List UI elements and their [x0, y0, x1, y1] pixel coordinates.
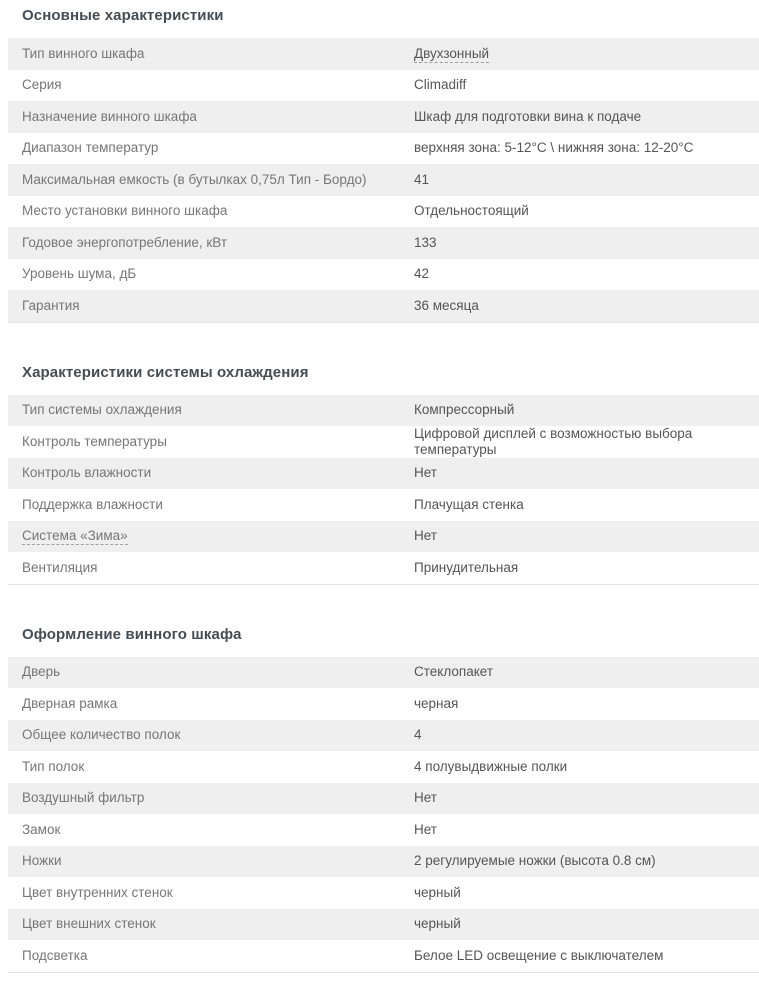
spec-row — [8, 720, 759, 752]
spec-row — [8, 133, 759, 165]
spec-label-text: Подсветка — [22, 947, 88, 963]
spec-value — [414, 77, 759, 93]
spec-label — [8, 203, 414, 219]
spec-value — [414, 853, 759, 869]
tooltip-link[interactable]: Двухзонный — [414, 45, 490, 61]
spec-value — [414, 822, 759, 838]
spec-label-text: Тип системы охлаждения — [22, 402, 182, 418]
spec-value-text: черный — [414, 916, 461, 932]
spec-value — [414, 402, 759, 418]
spec-row — [8, 101, 759, 133]
spec-value-text: черная — [414, 695, 459, 711]
spec-value-text: 2 регулируемые ножки (высота 0.8 см) — [414, 853, 656, 869]
spec-label-text: Гарантия — [22, 297, 80, 313]
spec-label — [8, 298, 414, 314]
spec-label-text: Цвет внутренних стенок — [22, 884, 173, 900]
spec-value — [414, 664, 759, 680]
spec-value — [414, 759, 759, 775]
spec-label-text: Максимальная емкость (в бутылках 0,75л Тип - Бордо) — [22, 171, 367, 187]
spec-label-text: Годовое энергопотребление, кВт — [22, 234, 228, 250]
spec-label — [8, 528, 414, 544]
spec-label-text: Тип полок — [22, 758, 85, 774]
spec-label-text: Назначение винного шкафа — [22, 108, 197, 124]
spec-value-text: Нет — [414, 790, 437, 806]
spec-row — [8, 395, 759, 427]
spec-table — [8, 38, 759, 323]
spec-value — [414, 497, 759, 513]
spec-table — [8, 395, 759, 585]
spec-value-text: Цифровой дисплей с возможностью выбора температуры — [414, 425, 693, 457]
spec-value — [414, 298, 759, 314]
spec-row — [8, 552, 759, 584]
spec-label-text: Цвет внешних стенок — [22, 916, 156, 932]
section-title: Оформление винного шкафа — [22, 625, 242, 643]
spec-label — [8, 140, 414, 156]
spec-label — [8, 853, 414, 869]
spec-label-text: Общее количество полок — [22, 727, 181, 743]
spec-value — [414, 696, 759, 712]
spec-row — [8, 688, 759, 720]
spec-row — [8, 458, 759, 490]
spec-value-text: Стеклопакет — [414, 664, 494, 680]
spec-value — [414, 465, 759, 481]
spec-label-text: Замок — [22, 821, 61, 837]
spec-value-text: верхняя зона: 5-12°C \ нижняя зона: 12-20°C — [414, 140, 694, 156]
spec-value — [414, 916, 759, 932]
spec-row — [8, 196, 759, 228]
spec-row — [8, 164, 759, 196]
spec-value-text: черный — [414, 884, 461, 900]
spec-label — [8, 885, 414, 901]
spec-label — [8, 46, 414, 62]
spec-row — [8, 751, 759, 783]
spec-value — [414, 948, 759, 964]
spec-value — [414, 528, 759, 544]
spec-label — [8, 664, 414, 680]
spec-row — [8, 259, 759, 291]
spec-label-text: Серия — [22, 77, 62, 93]
spec-label — [8, 77, 414, 93]
spec-label — [8, 790, 414, 806]
spec-label — [8, 560, 414, 576]
spec-value-text: 41 — [414, 171, 430, 187]
spec-row — [8, 70, 759, 102]
spec-row — [8, 846, 759, 878]
spec-row — [8, 227, 759, 259]
spec-value — [414, 172, 759, 188]
spec-label — [8, 948, 414, 964]
spec-value — [414, 140, 759, 156]
spec-label — [8, 402, 414, 418]
spec-table — [8, 657, 759, 973]
spec-row — [8, 426, 759, 458]
spec-row — [8, 814, 759, 846]
spec-value — [414, 560, 759, 576]
spec-row — [8, 290, 759, 322]
spec-label-text: Место установки винного шкафа — [22, 203, 228, 219]
tooltip-link[interactable]: Система «Зима» — [22, 528, 128, 544]
spec-label — [8, 497, 414, 513]
spec-row — [8, 940, 759, 972]
spec-value-text: Нет — [414, 465, 437, 481]
spec-label-text: Контроль влажности — [22, 465, 152, 481]
spec-row — [8, 877, 759, 909]
spec-value-text: 42 — [414, 266, 430, 282]
spec-value-text: Принудительная — [414, 559, 519, 575]
spec-value — [414, 426, 759, 458]
spec-label-text: Дверь — [22, 664, 61, 680]
spec-label — [8, 109, 414, 125]
section-main-characteristics — [0, 6, 759, 323]
spec-value — [414, 46, 759, 62]
spec-value-text: 4 — [414, 727, 422, 743]
spec-value-text: Компрессорный — [414, 402, 515, 418]
spec-value — [414, 790, 759, 806]
spec-label-text: Диапазон температур — [22, 140, 159, 156]
spec-value-text: Плачущая стенка — [414, 496, 524, 512]
spec-label — [8, 434, 414, 450]
spec-value — [414, 266, 759, 282]
spec-value — [414, 885, 759, 901]
spec-label-text: Вентиляция — [22, 559, 98, 575]
spec-label — [8, 266, 414, 282]
spec-value — [414, 203, 759, 219]
section-title: Основные характеристики — [22, 7, 224, 24]
spec-row — [8, 783, 759, 815]
spec-label-text: Тип винного шкафа — [22, 45, 145, 61]
spec-value — [414, 235, 759, 251]
spec-value-text: 36 месяца — [414, 297, 479, 313]
spec-value-text: 4 полувыдвижные полки — [414, 758, 568, 774]
spec-label-text: Воздушный фильтр — [22, 790, 145, 806]
spec-value-text: Нет — [414, 528, 437, 544]
spec-label-text: Контроль температуры — [22, 433, 167, 449]
spec-row — [8, 489, 759, 521]
spec-value — [414, 727, 759, 743]
spec-label — [8, 465, 414, 481]
spec-label — [8, 696, 414, 712]
spec-value-text: Climadiff — [414, 77, 467, 93]
spec-value-text: 133 — [414, 234, 437, 250]
section-title: Характеристики системы охлаждения — [22, 363, 309, 381]
section-cabinet-design — [0, 625, 759, 973]
spec-label-text: Поддержка влажности — [22, 496, 163, 512]
spec-label — [8, 172, 414, 188]
spec-row — [8, 909, 759, 941]
spec-value-text: Отдельностоящий — [414, 203, 529, 219]
spec-label — [8, 916, 414, 932]
spec-row — [8, 38, 759, 70]
spec-value-text: Нет — [414, 821, 437, 837]
spec-value-text: Шкаф для подготовки вина к подаче — [414, 108, 642, 124]
spec-value — [414, 109, 759, 125]
spec-value-text: Белое LED освещение с выключателем — [414, 947, 664, 963]
spec-label — [8, 822, 414, 838]
spec-label-text: Уровень шума, дБ — [22, 266, 137, 282]
spec-label — [8, 759, 414, 775]
spec-label-text: Ножки — [22, 853, 62, 869]
spec-label-text: Дверная рамка — [22, 695, 118, 711]
spec-row — [8, 521, 759, 553]
spec-row — [8, 657, 759, 689]
spec-label — [8, 727, 414, 743]
section-cooling-system — [0, 363, 759, 585]
spec-label — [8, 235, 414, 251]
